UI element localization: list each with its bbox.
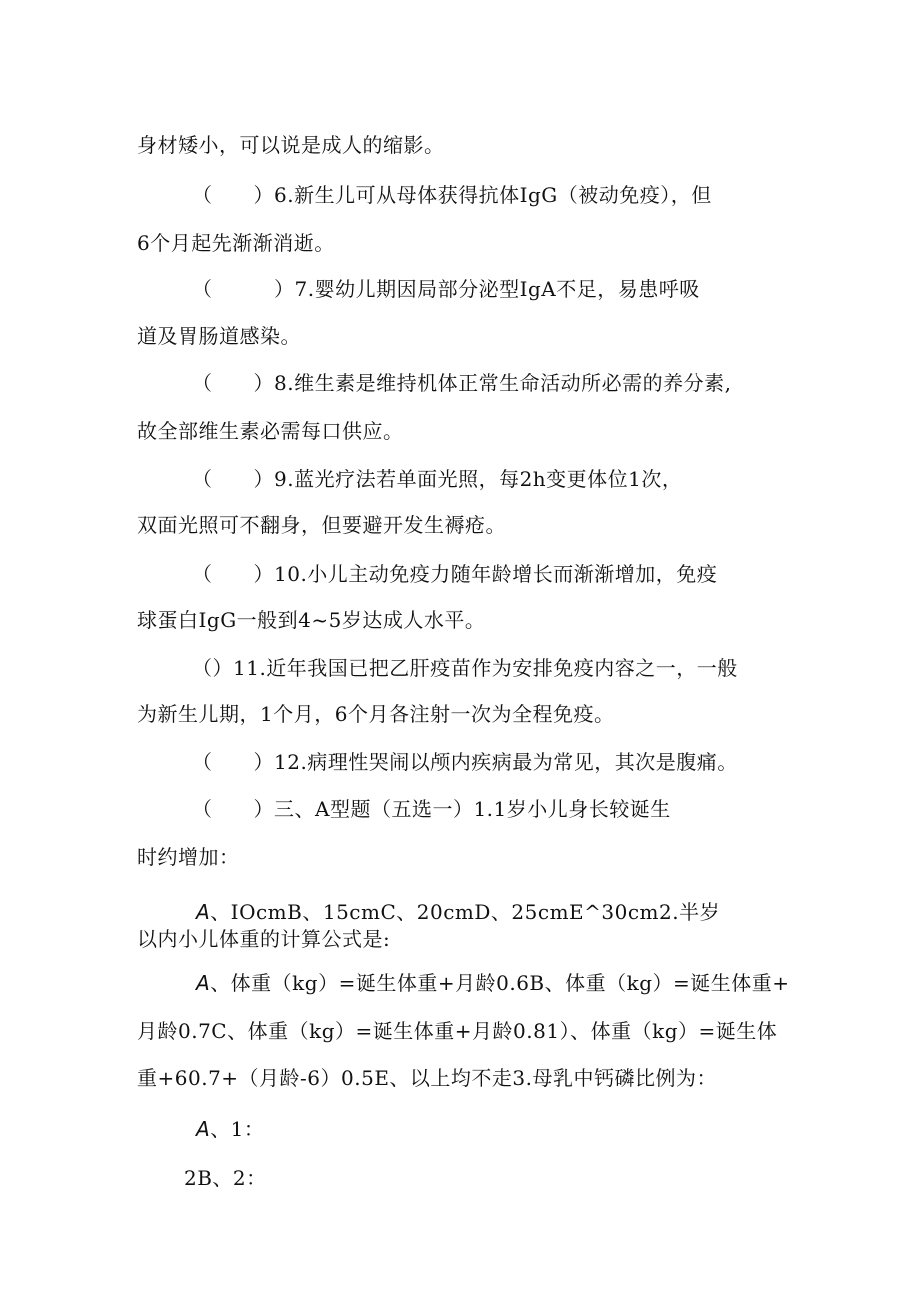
text-line-1: 身材矮小，可以说是成人的缩影。 [137,133,445,157]
q3-options-text: 、1： [210,1117,265,1141]
question-9-line: （ ）9.蓝光疗法若单面光照，每2h变更体位1次， [192,467,683,491]
question-10-line: （ ）10.小儿主动免疫力随年龄增长而渐渐增加，免疫 [192,562,718,586]
text-line-13: 为新生儿期，1个月，6个月各注射一次为全程免疫。 [137,702,615,726]
question-12-line: （ ）12.病理性哭闹以颅内疾病最为常见，其次是腹痛。 [192,750,738,774]
text-line-3: 6个月起先渐渐消逝。 [137,231,335,255]
question-11-line: （）11.近年我国已把乙肝疫苗作为安排免疫内容之一，一般 [192,656,738,680]
text-line-5: 道及胃肠道感染。 [137,324,301,348]
question-7-line: （ ）7.婴幼儿期因局部分泌型IgA不足，易患呼吸 [192,277,700,301]
option-a-label: A [196,900,211,924]
text-line-16: 时约增加： [137,845,240,869]
q3-options-line [196,1115,264,1143]
text-line-18: 以内小儿体重的计算公式是: [137,927,391,951]
option-a-label: A [196,1117,211,1141]
section-three-line: （ ）三、A型题（五选一）1.1岁小儿身长较诞生 [192,797,671,821]
q1-options-text: 、IOcmB、15cmC、20cmD、25cmE^30cm2.半岁 [210,900,721,924]
option-a-label: A [196,971,211,995]
question-8-line: （ ）8.维生素是维持机体正常生命活动所必需的养分素, [192,371,732,395]
text-line-9: 双面光照可不翻身，但要避开发生褥疮。 [137,513,506,537]
text-line-20: 月龄0.7C、体重（kg）=诞生体重+月龄0.81）、体重（kg）=诞生体 [137,1019,778,1043]
text-line-7: 故全部维生素必需每口供应。 [137,419,404,443]
q2-options-line [196,969,790,997]
question-6-line: （ ）6.新生儿可从母体获得抗体IgG（被动免疫），但 [192,183,712,207]
text-line-11: 球蛋白IgG一般到4~5岁达成人水平。 [137,608,486,632]
text-line-21: 重+60.7+（月龄-6）0.5E、以上均不走3.母乳中钙磷比例为： [137,1066,718,1090]
q2-options-text: 、体重（kg）=诞生体重+月龄0.6B、体重（kg）=诞生体重+ [210,971,790,995]
q1-options-line [196,898,720,926]
text-line-23: 2B、2： [184,1166,267,1190]
